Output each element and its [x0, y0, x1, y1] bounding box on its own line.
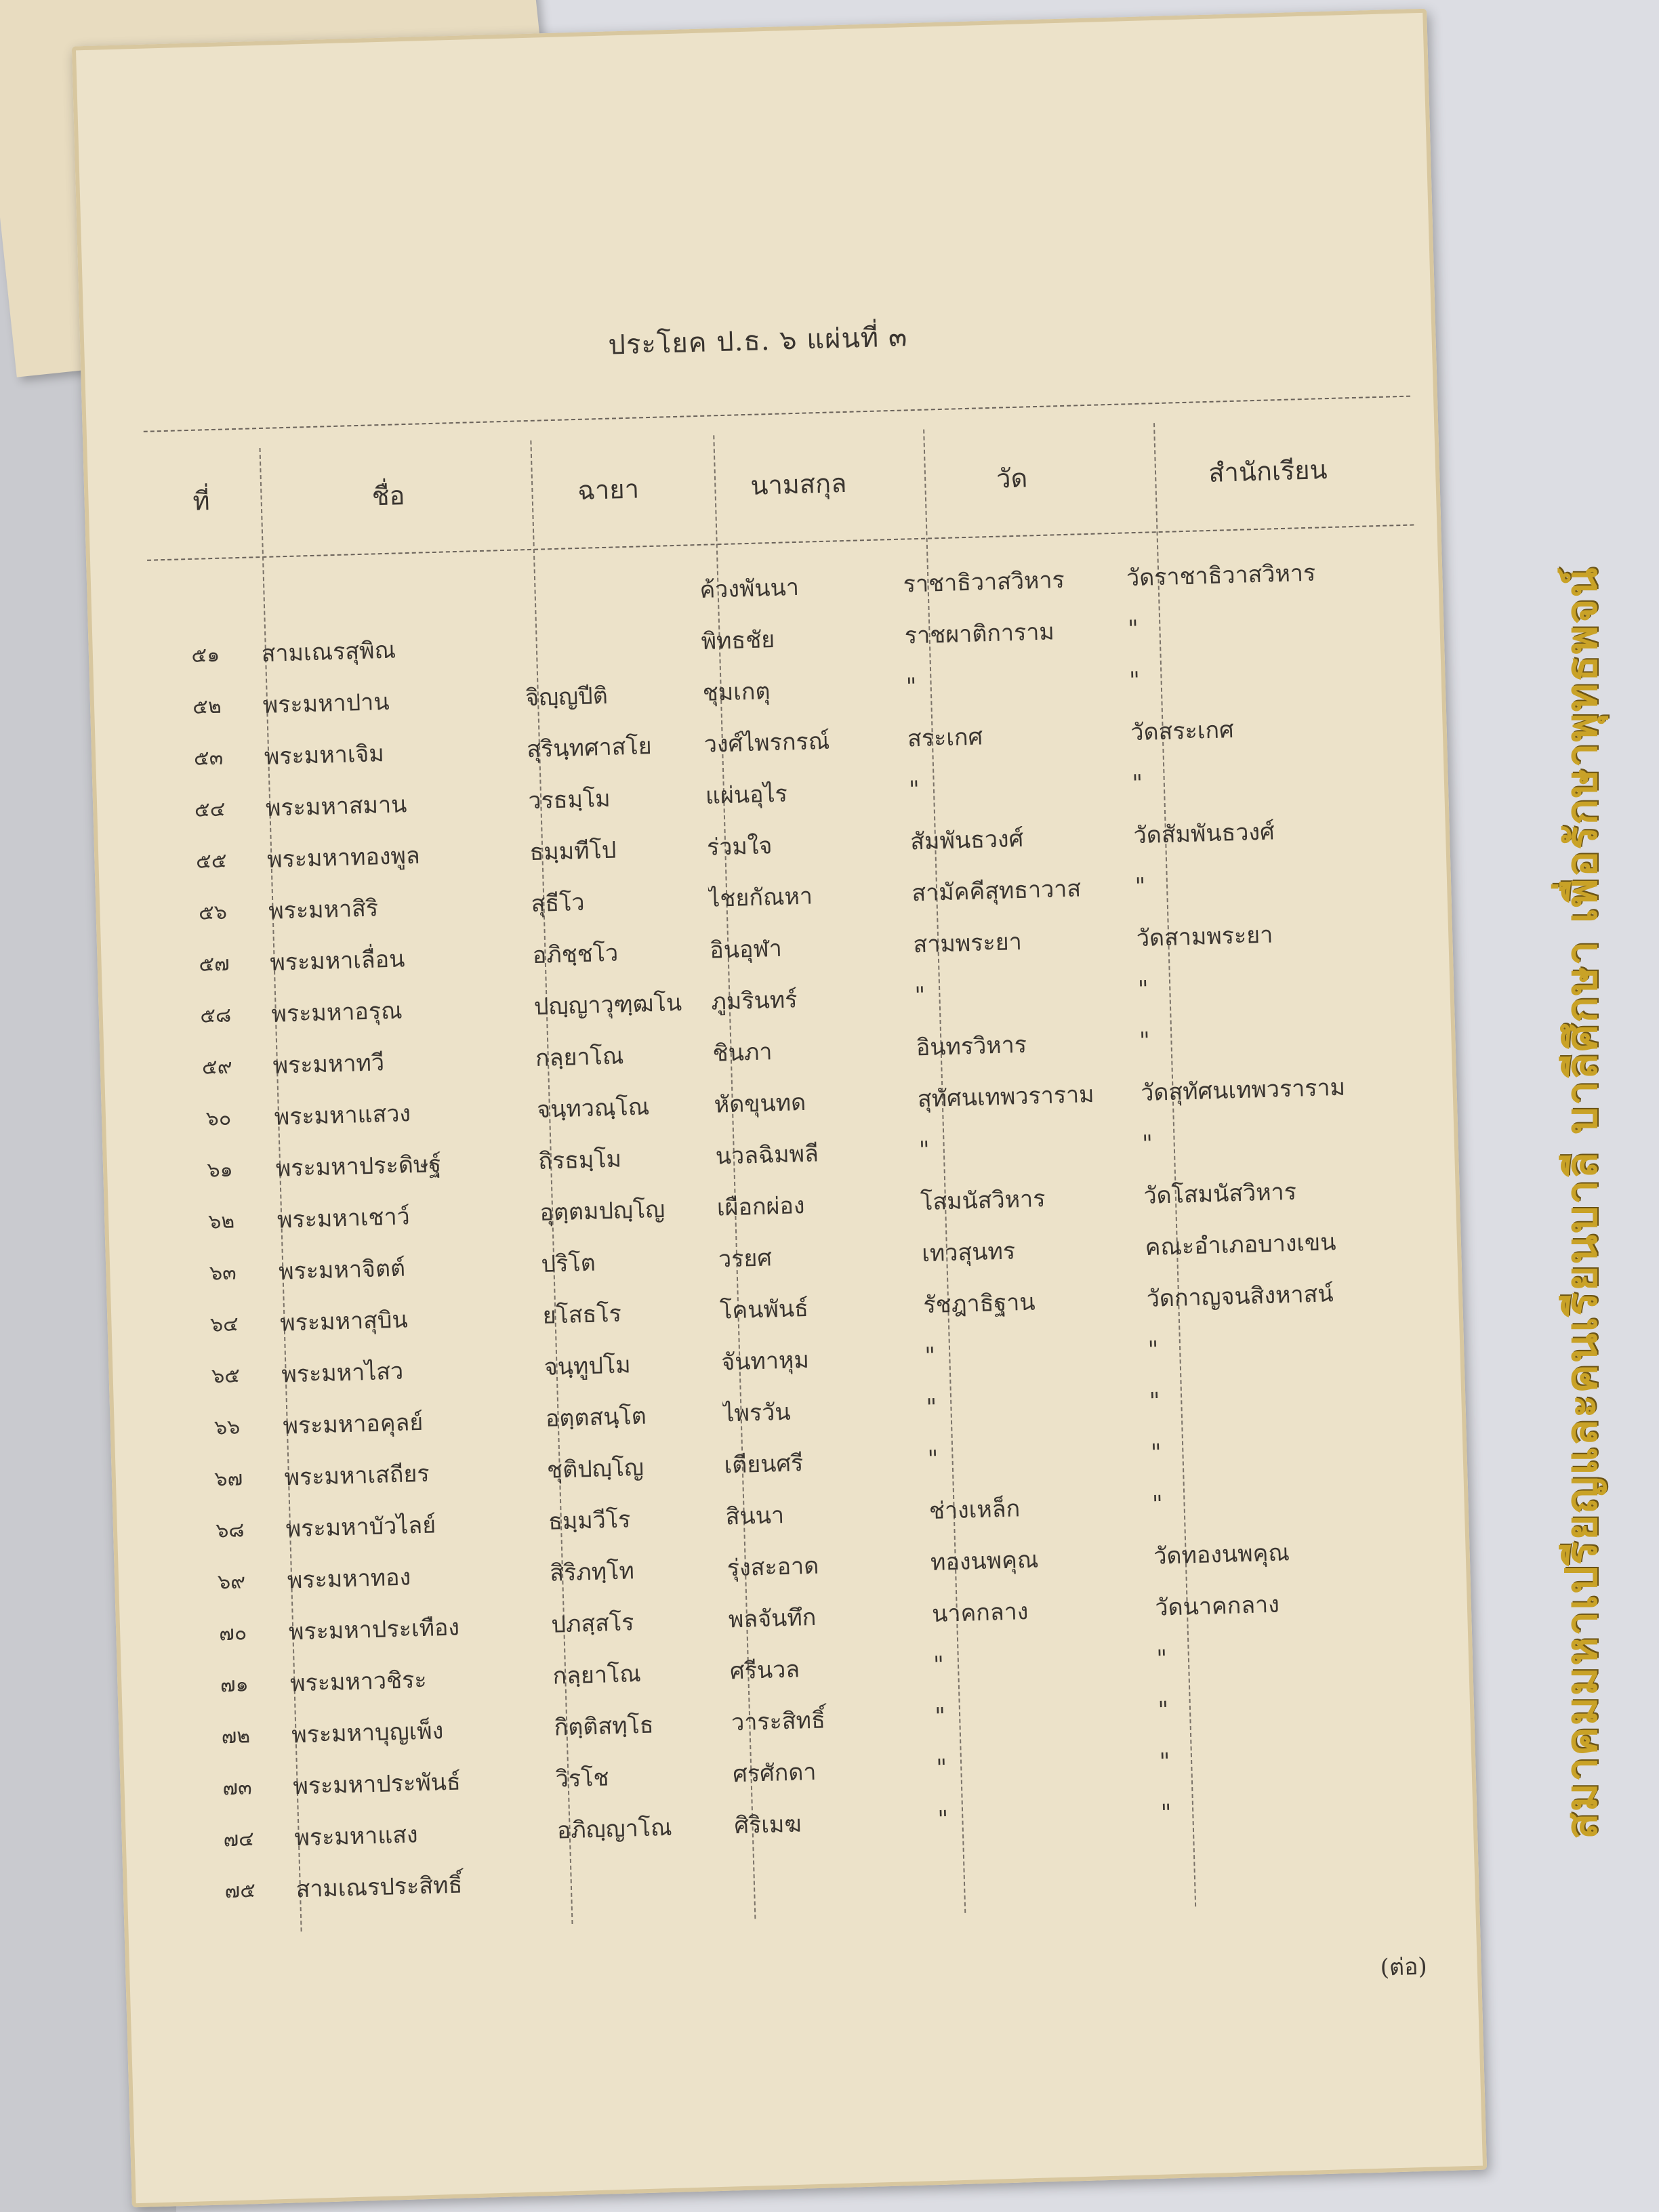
cell-wat: รัชฎาธิฐาน: [922, 1288, 1036, 1319]
cell-school: วัดสามพระยา: [1136, 921, 1273, 953]
cell-school: วัดราชาธิวาสวิหาร: [1126, 559, 1316, 592]
cell-title: [524, 641, 701, 646]
cell-school: วัดสระเกศ: [1130, 716, 1235, 747]
cell-school: ": [1151, 1490, 1164, 1518]
cell-title: [523, 590, 700, 594]
cell-title: ปภสฺสโร: [550, 1609, 634, 1639]
cell-wat: โสมนัสวิหาร: [920, 1185, 1046, 1216]
cell-surname: ศิริเมฆ: [733, 1810, 802, 1840]
cell-name: พระมหาประพันธ์: [292, 1768, 462, 1801]
cell-name: พระมหาอคุลย์: [282, 1408, 424, 1440]
cell-wat: นาคกลาง: [931, 1598, 1029, 1628]
cell-title: จิญฺญปีติ: [525, 682, 609, 712]
cell-wat: ช่างเหล็ก: [928, 1495, 1021, 1525]
cell-wat: ทองนพคุณ: [930, 1546, 1039, 1577]
cell-no: ๕๒: [192, 694, 222, 719]
cell-no: ๖๙: [217, 1569, 246, 1594]
cell-name: พระมหาบุญเพ็ง: [291, 1717, 444, 1749]
cell-title: ปญฺญาวุฑฺฒโน: [533, 989, 682, 1021]
cell-school: วัดทองนพคุณ: [1153, 1539, 1290, 1570]
column-header-no: ที่: [192, 485, 211, 516]
cell-title: ธมฺมทีโป: [529, 836, 617, 867]
cell-wat: สระเกศ: [907, 723, 983, 753]
cell-surname: ร่วมใจ: [706, 832, 773, 861]
cell-school: วัดกาญจนสิงหาสน์: [1146, 1280, 1334, 1313]
cell-school: คณะอำเภอบางเขน: [1145, 1229, 1337, 1262]
cell-name: พระมหาแสวง: [274, 1100, 411, 1131]
cell-school: ": [1139, 1027, 1151, 1055]
column-header-wat: วัด: [996, 462, 1028, 494]
column-header-title: ฉายา: [577, 473, 640, 506]
cell-school: ": [1159, 1748, 1171, 1776]
watermark: [1530, 407, 1632, 1999]
cell-title: อุตฺตมปญฺโญ: [539, 1195, 665, 1227]
cell-school: ": [1127, 615, 1139, 643]
cell-wat: สัมพันธวงศ์: [909, 825, 1024, 856]
cell-surname: [736, 1871, 939, 1877]
cell-school: ": [1137, 975, 1149, 1004]
cell-title: จนฺทวณฺโณ: [536, 1093, 650, 1124]
cell-surname: ไพรวัน: [722, 1398, 792, 1428]
cell-no: ๖๔: [209, 1311, 239, 1337]
cell-wat: ": [924, 1342, 936, 1370]
document-page: [72, 9, 1487, 2208]
cell-surname: แผ่นอุไร: [705, 780, 788, 810]
cell-wat: ": [937, 1805, 949, 1833]
cell-surname: นวลฉิมพลี: [715, 1140, 819, 1170]
cell-surname: ชินภา: [712, 1038, 773, 1067]
column-header-school: สำนักเรียน: [1208, 454, 1328, 488]
cell-surname: เผือกผ่อง: [716, 1192, 805, 1222]
cell-school: [1162, 1857, 1451, 1865]
cell-title: อภิญฺญาโณ: [556, 1814, 673, 1845]
cell-surname: จันทาหุม: [720, 1346, 810, 1376]
table-header-row: [144, 416, 1414, 553]
watermark-text: สมาคมมหาเปรียญและคนเรียนบาลี บาลีศึกษา เพื่อรักษาพุทธพจน์: [1557, 566, 1607, 1840]
cell-no: ๗๑: [220, 1672, 249, 1697]
cell-wat: สามัคคีสุทธาวาส: [911, 875, 1082, 907]
column-header-name: ชื่อ: [371, 480, 405, 511]
cell-title: จนฺทูปโม: [544, 1351, 632, 1381]
cell-wat: [939, 1865, 1162, 1871]
cell-surname: หัดขุนทด: [714, 1088, 806, 1119]
continued-label: (ต่อ): [1380, 1952, 1428, 1982]
cell-title: ยโสธโร: [542, 1300, 622, 1330]
cell-name: พระมหาสมาน: [265, 791, 407, 822]
cell-name: พระมหาจิตต์: [278, 1254, 406, 1286]
cell-wat: สามพระยา: [913, 928, 1023, 959]
cell-school: ": [1141, 1130, 1153, 1158]
cell-no: ๖๖: [213, 1414, 241, 1439]
cell-surname: สินนา: [725, 1502, 785, 1531]
cell-wat: อินทรวิหาร: [916, 1031, 1027, 1062]
page-title: ประโยค ป.ธ. ๖ แผ่นที่ ๓: [607, 321, 908, 361]
cell-school: ": [1158, 1696, 1169, 1724]
cell-no: ๗๕: [224, 1878, 256, 1903]
cell-title: วิรโช: [555, 1764, 610, 1793]
cell-title: ถิรธมฺโม: [537, 1145, 622, 1175]
cell-no: ๖๘: [215, 1517, 245, 1542]
cell-no: ๕๘: [199, 1003, 232, 1028]
cell-name: พระมหาอรุณ: [271, 997, 403, 1028]
cell-no: ๕๓: [193, 745, 224, 771]
cell-no: ๕๗: [198, 951, 230, 977]
cell-name: พระมหาประเทือง: [288, 1614, 460, 1646]
cell-name: พระมหาทอง: [287, 1563, 411, 1595]
cell-surname: พลจันทึก: [728, 1603, 817, 1634]
cell-surname: ภูมรินทร์: [710, 986, 798, 1016]
cell-no: ๕๖: [198, 900, 228, 925]
cell-no: ๖๓: [209, 1260, 237, 1286]
cell-surname: วาระสิทธิ์: [731, 1706, 826, 1737]
cell-name: พระมหาทองพูล: [266, 842, 421, 874]
cell-wat: ": [918, 1136, 930, 1164]
cell-surname: ชุมเกตุ: [702, 678, 771, 707]
cell-no: ๗๔: [223, 1826, 255, 1851]
cell-name: พระมหาเลื่อน: [269, 945, 405, 977]
cell-wat: ": [933, 1651, 945, 1679]
cell-title: ชุติปญฺโญ: [546, 1454, 644, 1484]
cell-name: พระมหาทวี: [272, 1049, 385, 1080]
cell-school: วัดสุทัศนเทพวราราม: [1140, 1073, 1346, 1107]
cell-surname: รุ่งสะอาด: [726, 1552, 819, 1582]
cell-title: กลฺยาโณ: [535, 1042, 624, 1073]
cell-wat: เทวสุนทร: [921, 1237, 1016, 1268]
cell-no: ๖๗: [214, 1466, 243, 1491]
cell-surname: วรยศ: [718, 1244, 773, 1273]
cell-no: ๗๓: [222, 1775, 253, 1800]
cell-school: ": [1147, 1336, 1160, 1364]
cell-title: สิริภทฺโท: [549, 1557, 635, 1587]
cell-name: พระมหาประดิษฐ์: [275, 1150, 442, 1183]
cell-name: พระมหาวชิระ: [289, 1666, 428, 1698]
cell-school: ": [1150, 1439, 1162, 1467]
cell-no: ๖๐: [205, 1106, 232, 1131]
cell-no: ๕๙: [201, 1054, 233, 1080]
cell-wat: ": [914, 981, 926, 1010]
cell-school: วัดสัมพันธวงศ์: [1133, 818, 1275, 850]
cell-no: ๗๐: [218, 1620, 247, 1645]
cell-no: ๕๔: [194, 797, 226, 822]
cell-title: อภิชฺชโว: [532, 939, 619, 970]
cell-surname: โคนพันธ์: [719, 1294, 809, 1325]
cell-name: พระมหาไสว: [281, 1357, 404, 1389]
cell-wat: ": [905, 673, 918, 701]
cell-wat: สุทัศนเทพวราราม: [917, 1081, 1095, 1113]
cell-no: ๖๑: [207, 1158, 234, 1183]
cell-no: [148, 602, 260, 605]
cell-school: ": [1160, 1799, 1172, 1827]
cell-title: สุรินฺทศาสโย: [526, 733, 653, 764]
cell-name: พระมหาสิริ: [268, 895, 379, 925]
cell-title: กิตฺติสทฺโธ: [554, 1711, 655, 1742]
cell-name: สามเณรสุพิณ: [261, 636, 396, 668]
cell-name: [260, 594, 523, 602]
cell-name: พระมหาเจิม: [264, 740, 385, 771]
cell-surname: อินอุฬา: [709, 935, 783, 964]
cell-school: ": [1131, 769, 1143, 798]
cell-title: วรธมฺโม: [527, 785, 611, 815]
cell-name: พระมหาแสง: [293, 1821, 419, 1852]
cell-surname: พิทธชัย: [701, 626, 775, 655]
cell-wat: ": [926, 1393, 937, 1422]
cell-title: สุธีโว: [531, 888, 586, 918]
cell-school: ": [1134, 872, 1146, 901]
cell-surname: ศรีนวล: [729, 1656, 800, 1685]
cell-surname: ศรศักดา: [732, 1758, 817, 1788]
cell-no: ๖๒: [207, 1209, 235, 1234]
cell-title: อตฺตสนฺโต: [545, 1402, 647, 1433]
cell-school: วัดโสมนัสวิหาร: [1143, 1178, 1297, 1210]
cell-no: ๗๒: [221, 1723, 251, 1748]
cell-school: ": [1149, 1387, 1161, 1415]
cell-wat: ": [927, 1445, 939, 1473]
cell-wat: ": [908, 776, 920, 804]
cell-surname: ไชยกัณหา: [708, 882, 813, 913]
cell-no: ๕๕: [195, 848, 228, 874]
cell-school: ": [1128, 666, 1141, 695]
cell-wat: ": [935, 1754, 947, 1782]
cell-name: พระมหาเชาว์: [276, 1203, 411, 1234]
column-header-surname: นามสกุล: [750, 468, 847, 501]
cell-surname: วงศ์ไพรกรณ์: [703, 727, 830, 758]
cell-name: สามเณรประสิทธิ์: [295, 1871, 463, 1904]
cell-title: [558, 1877, 736, 1881]
cell-no: ๖๕: [211, 1363, 241, 1389]
cell-name: พระมหาสุบิน: [279, 1306, 409, 1337]
cell-wat: ราชาธิวาสวิหาร: [903, 566, 1065, 598]
cell-name: พระมหาบัวไลย์: [285, 1511, 436, 1543]
cell-title: ธมฺมวีโร: [548, 1506, 631, 1536]
cell-school: ": [1156, 1645, 1168, 1673]
cell-wat: ราชผาติการาม: [904, 618, 1055, 650]
cell-no: ๕๑: [191, 642, 220, 668]
cell-school: วัดนาคกลาง: [1154, 1591, 1280, 1622]
cell-surname: ค้วงพันนา: [699, 573, 800, 604]
cell-title: กลฺยาโณ: [552, 1660, 642, 1690]
cell-name: พระมหาปาน: [262, 688, 390, 720]
cell-title: ปริโต: [541, 1249, 596, 1278]
cell-name: พระมหาเสถียร: [284, 1460, 430, 1492]
cell-wat: ": [934, 1702, 946, 1730]
cell-surname: เตียนศรี: [724, 1450, 804, 1479]
